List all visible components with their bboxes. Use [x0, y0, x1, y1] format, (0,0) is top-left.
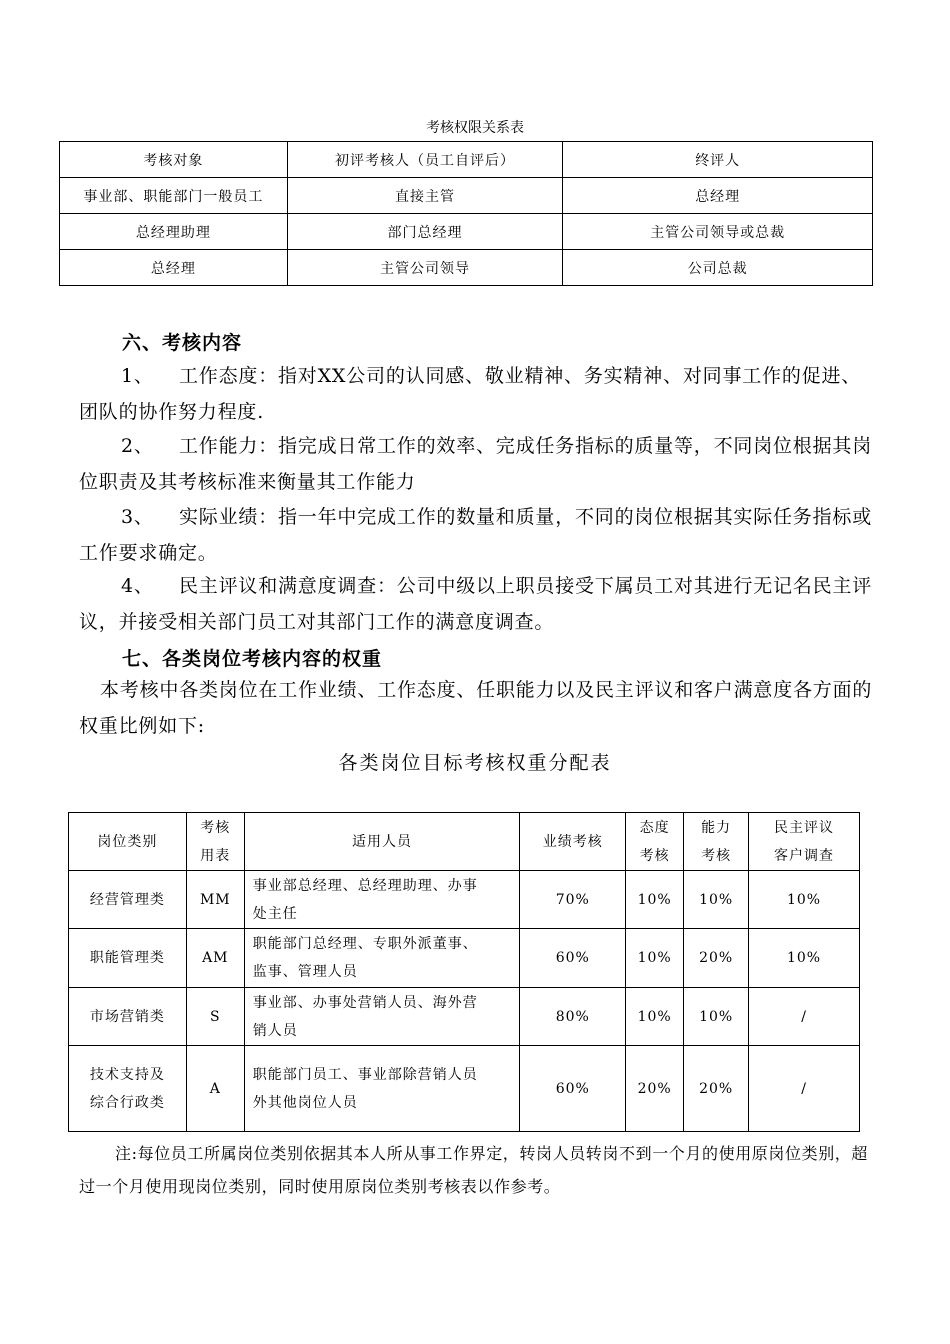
table-cell: 总经理助理 — [60, 214, 288, 250]
table-cell: 公司总裁 — [563, 250, 873, 286]
table-row — [69, 929, 860, 988]
table-cell: 80% — [520, 988, 626, 1046]
header-line: 用表 — [200, 847, 231, 864]
cell-line: 销人员 — [252, 1022, 298, 1039]
table-cell: 10% — [626, 988, 684, 1046]
cell-line: 处主任 — [252, 905, 298, 922]
table-cell: 20% — [626, 1046, 684, 1132]
section7-heading: 七、各类岗位考核内容的权重 — [122, 648, 383, 670]
table-row — [69, 1046, 860, 1132]
item-text: 实际业绩：指一年中完成工作的数量和质量，不同的岗位根据其实际任务指标或工作要求确定。 — [79, 506, 873, 564]
item-2 — [79, 428, 875, 500]
item-number: 3、 — [121, 506, 154, 528]
table-cell: 部门总经理 — [287, 214, 563, 250]
table-cell — [244, 929, 520, 988]
header-line: 能力 — [701, 819, 732, 836]
header-line: 考核 — [639, 847, 670, 864]
header-line: 考核 — [701, 847, 732, 864]
authority-table — [59, 141, 873, 286]
cell-line: 综合行政类 — [89, 1094, 165, 1111]
header-cell — [749, 813, 860, 871]
table-cell: 主管公司领导 — [287, 250, 563, 286]
header-line: 态度 — [639, 819, 670, 836]
table2-caption: 各类岗位目标考核权重分配表 — [338, 752, 612, 774]
item-4 — [79, 568, 875, 640]
table-cell: 职能管理类 — [69, 929, 187, 988]
table-cell: 直接主管 — [287, 178, 563, 214]
table-cell: 10% — [749, 871, 860, 929]
table-cell: A — [186, 1046, 244, 1132]
cell-line: 事业部、办事处营销人员、海外营 — [252, 994, 478, 1011]
header-cell: 业绩考核 — [520, 813, 626, 871]
table-cell: 事业部、职能部门一般员工 — [60, 178, 288, 214]
note: 注:每位员工所属岗位类别依据其本人所从事工作界定，转岗人员转岗不到一个月的使用原岗位类别，超过一个月使用现岗位类别，同时使用原岗位类别考核表以作参考。 — [79, 1144, 868, 1196]
table-cell: AM — [186, 929, 244, 988]
header-cell — [684, 813, 749, 871]
table-cell: / — [749, 1046, 860, 1132]
table-cell: 10% — [626, 929, 684, 988]
section7-intro: 本考核中各类岗位在工作业绩、工作态度、任职能力以及民主评议和客户满意度各方面的权重比例如下: — [79, 679, 873, 737]
header-cell: 适用人员 — [244, 813, 520, 871]
table-cell — [69, 1046, 187, 1132]
table-cell: 10% — [626, 871, 684, 929]
table-cell: S — [186, 988, 244, 1046]
table-cell: 60% — [520, 1046, 626, 1132]
table-cell: 总经理 — [563, 178, 873, 214]
table-row — [69, 988, 860, 1046]
table-cell — [244, 988, 520, 1046]
item-1 — [79, 358, 875, 430]
table-header-row — [69, 813, 860, 871]
header-line: 考核 — [200, 819, 231, 836]
table1-caption: 考核权限关系表 — [426, 120, 524, 136]
cell-line: 外其他岗位人员 — [252, 1094, 358, 1111]
table-cell: 20% — [684, 929, 749, 988]
section6-heading: 六、考核内容 — [122, 332, 243, 354]
header-cell — [626, 813, 684, 871]
item-text: 民主评议和满意度调查：公司中级以上职员接受下属员工对其进行无记名民主评议，并接受相关部门员工对其部门工作的满意度调查。 — [79, 575, 873, 633]
header-line: 民主评议 — [774, 819, 835, 836]
table-cell: 总经理 — [60, 250, 288, 286]
table-cell: 60% — [520, 929, 626, 988]
table-cell: 10% — [749, 929, 860, 988]
table-row — [69, 871, 860, 929]
table-cell: 10% — [684, 871, 749, 929]
table-row — [60, 178, 873, 214]
table-header-row — [60, 142, 873, 178]
table-cell — [244, 1046, 520, 1132]
cell-line: 技术支持及 — [89, 1066, 165, 1083]
header-cell: 终评人 — [563, 142, 873, 178]
item-number: 2、 — [121, 435, 154, 457]
table-cell: 10% — [684, 988, 749, 1046]
table-row — [60, 214, 873, 250]
table-cell: 20% — [684, 1046, 749, 1132]
header-cell: 初评考核人（员工自评后） — [287, 142, 563, 178]
cell-line: 职能部门员工、事业部除营销人员 — [252, 1066, 478, 1083]
table-row — [60, 250, 873, 286]
cell-line: 监事、管理人员 — [252, 964, 358, 980]
header-cell: 岗位类别 — [69, 813, 187, 871]
item-3 — [79, 499, 875, 571]
cell-line: 事业部总经理、总经理助理、办事 — [252, 877, 478, 894]
cell-line: 职能部门总经理、专职外派董事、 — [252, 936, 478, 952]
header-cell: 考核对象 — [60, 142, 288, 178]
header-cell — [186, 813, 244, 871]
table-cell: 市场营销类 — [69, 988, 187, 1046]
item-text: 工作能力：指完成日常工作的效率、完成任务指标的质量等，不同岗位根据其岗位职责及其考核标准来衡量其工作能力 — [79, 435, 873, 493]
item-text: 工作态度：指对XX公司的认同感、敬业精神、务实精神、对同事工作的促进、团队的协作努力程度. — [79, 365, 862, 423]
table-cell: MM — [186, 871, 244, 929]
item-number: 4、 — [121, 575, 154, 597]
table-cell: 主管公司领导或总裁 — [563, 214, 873, 250]
table-cell: 70% — [520, 871, 626, 929]
item-number: 1、 — [121, 365, 154, 387]
table-cell: / — [749, 988, 860, 1046]
header-line: 客户调查 — [774, 847, 835, 864]
table-cell — [244, 871, 520, 929]
table-cell: 经营管理类 — [69, 871, 187, 929]
weight-table — [68, 812, 860, 1132]
